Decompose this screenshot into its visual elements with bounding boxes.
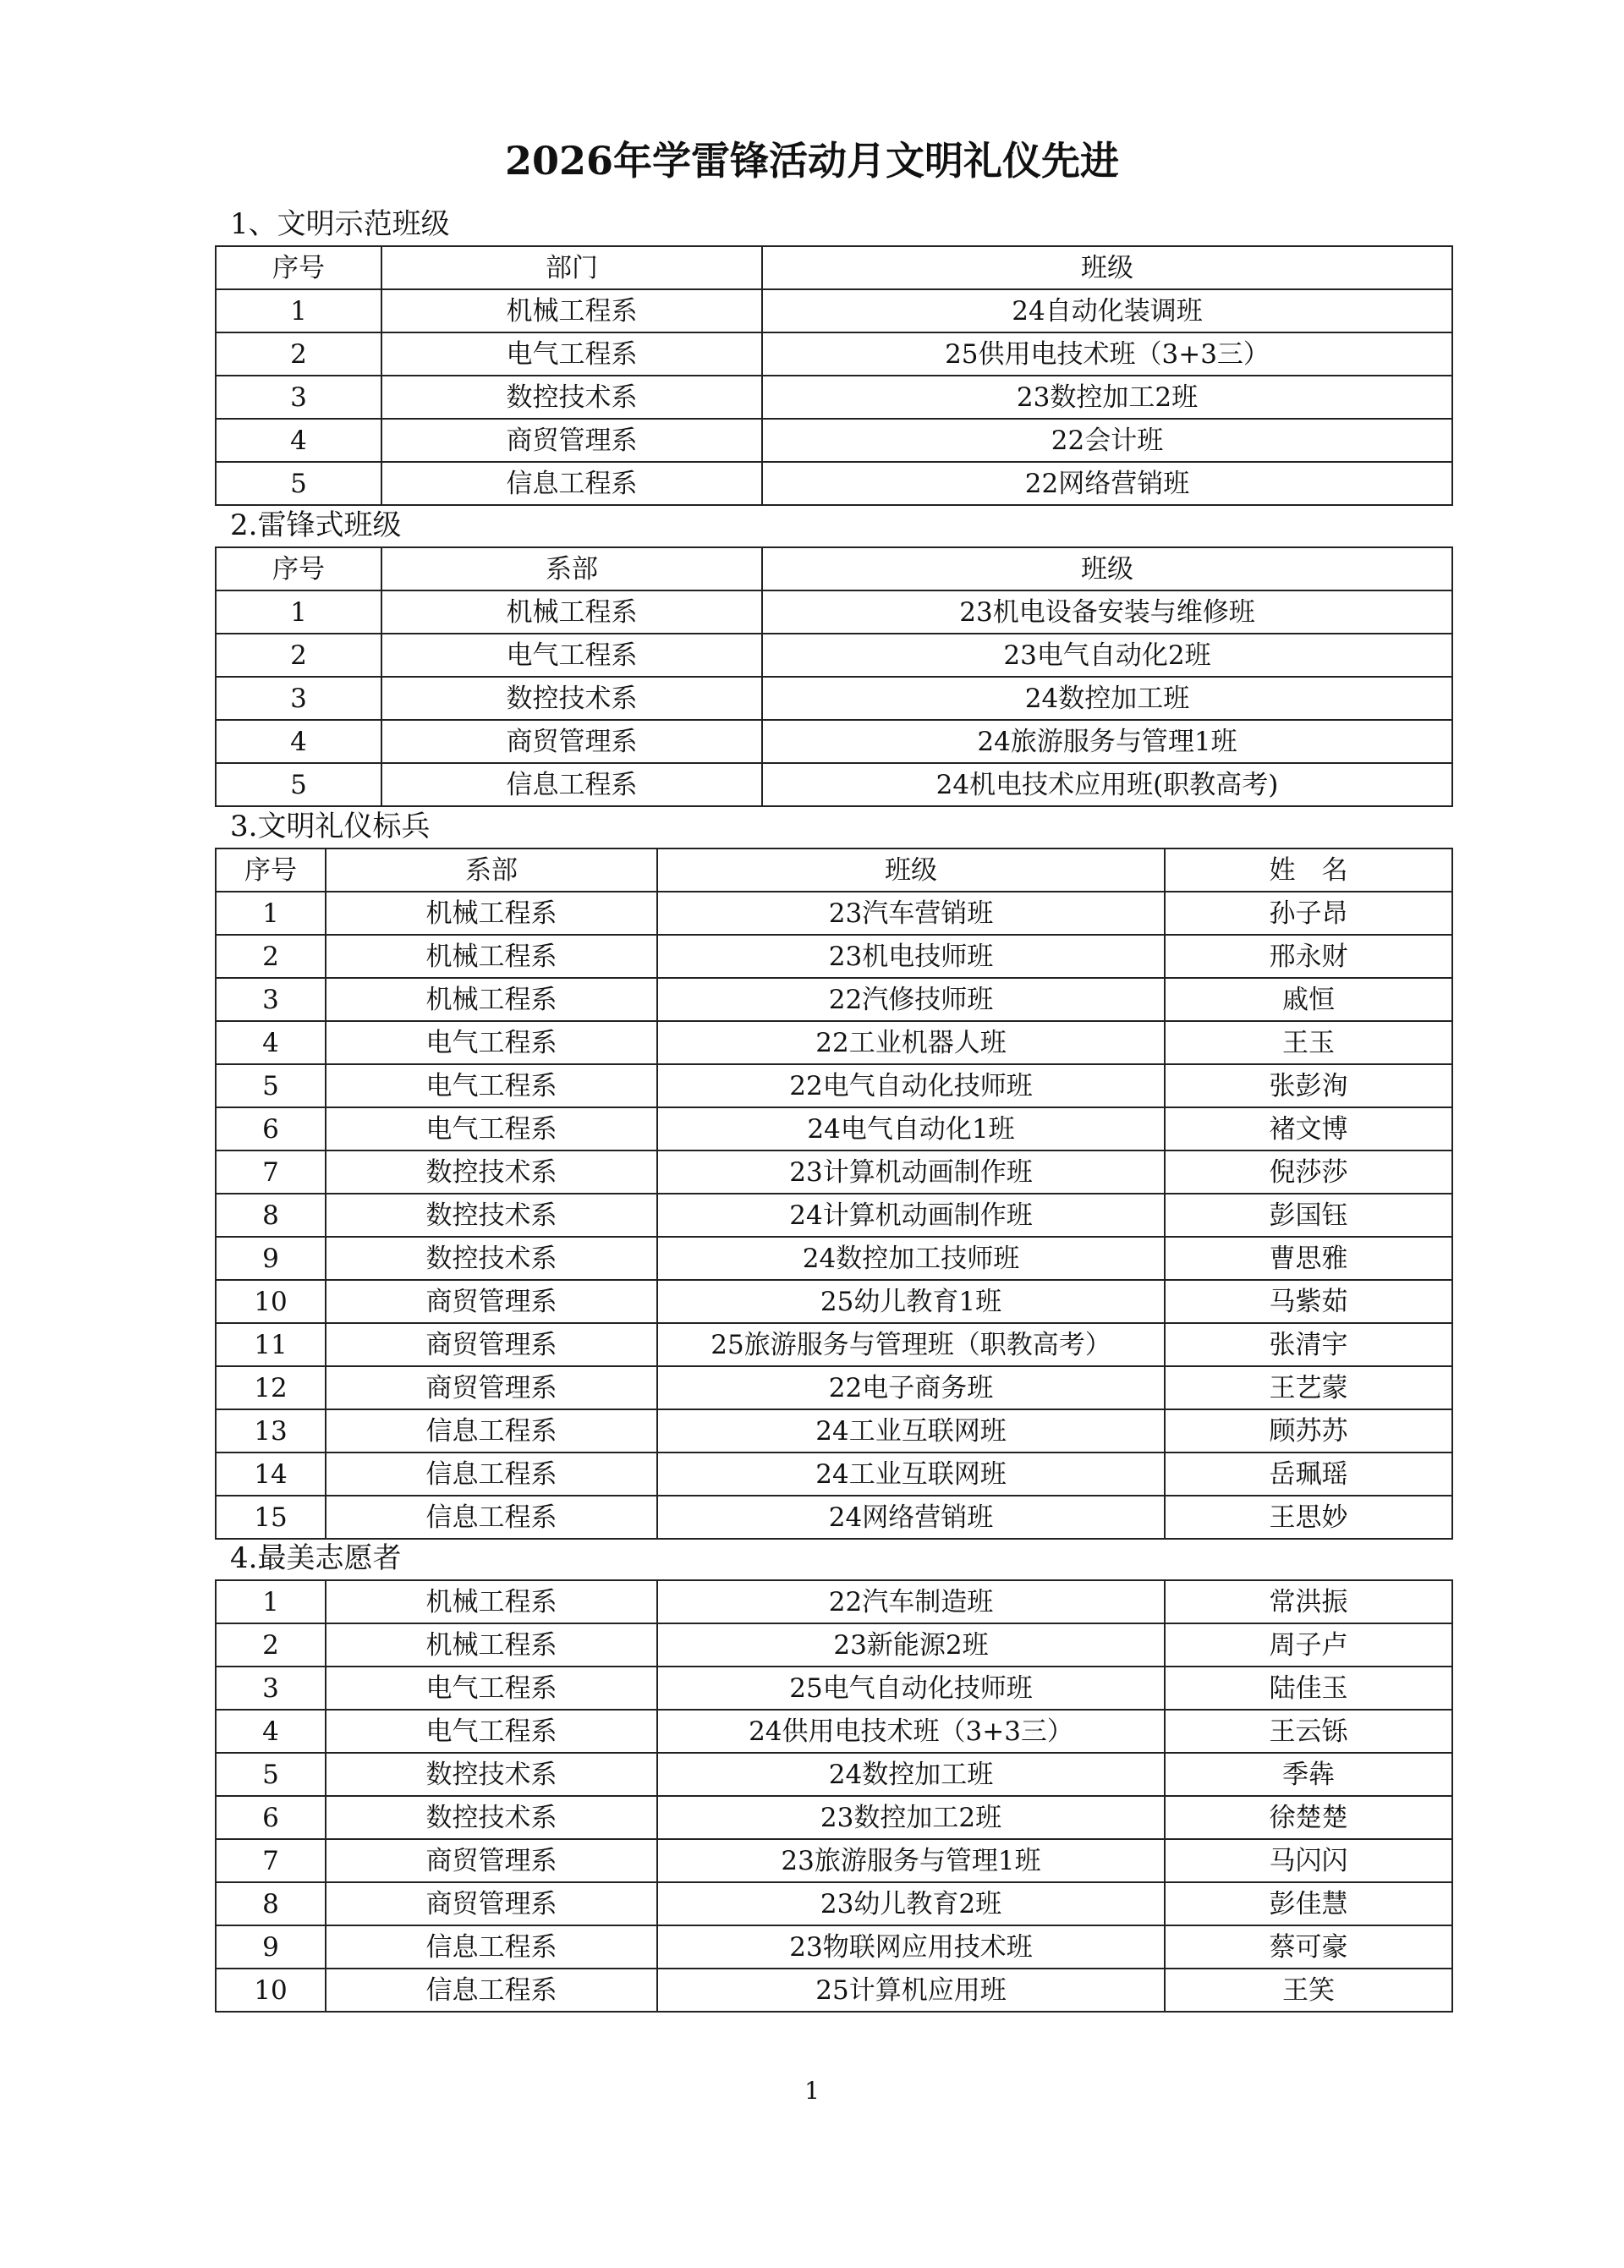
- table-row: [216, 1366, 1452, 1409]
- name-cell: 陆佳玉: [1165, 1667, 1452, 1710]
- column-header: 序号: [216, 848, 326, 892]
- class-cell: 23汽车营销班: [657, 892, 1165, 935]
- department-cell: 机械工程系: [381, 289, 762, 332]
- column-header: 系部: [326, 848, 657, 892]
- name-cell: 王笑: [1165, 1969, 1452, 2012]
- name-cell: 孙子昂: [1165, 892, 1452, 935]
- class-cell: 24机电技术应用班(职教高考): [762, 763, 1452, 806]
- row-number: 4: [216, 720, 381, 763]
- row-number: 8: [216, 1882, 326, 1925]
- table-row: [216, 1796, 1452, 1839]
- table-row: [216, 677, 1452, 720]
- row-number: 2: [216, 332, 381, 376]
- table-row: [216, 1280, 1452, 1323]
- department-cell: 商贸管理系: [381, 720, 762, 763]
- class-cell: 24工业互联网班: [657, 1453, 1165, 1496]
- table-row: [216, 419, 1452, 462]
- table-row: [216, 720, 1452, 763]
- row-number: 10: [216, 1969, 326, 2012]
- department-cell: 数控技术系: [381, 376, 762, 419]
- table-header-row: [216, 547, 1452, 590]
- name-cell: 徐楚楚: [1165, 1796, 1452, 1839]
- row-number: 6: [216, 1796, 326, 1839]
- department-cell: 数控技术系: [326, 1753, 657, 1796]
- row-number: 5: [216, 763, 381, 806]
- class-cell: 25供用电技术班（3+3三）: [762, 332, 1452, 376]
- table-row: [216, 634, 1452, 677]
- class-cell: 24供用电技术班（3+3三）: [657, 1710, 1165, 1753]
- class-cell: 24工业互联网班: [657, 1409, 1165, 1453]
- class-cell: 23幼儿教育2班: [657, 1882, 1165, 1925]
- department-cell: 机械工程系: [326, 1623, 657, 1667]
- row-number: 6: [216, 1107, 326, 1150]
- row-number: 3: [216, 376, 381, 419]
- column-header: 姓 名: [1165, 848, 1452, 892]
- class-cell: 22汽车制造班: [657, 1580, 1165, 1623]
- column-header: 班级: [762, 547, 1452, 590]
- department-cell: 商贸管理系: [326, 1323, 657, 1366]
- class-cell: 24计算机动画制作班: [657, 1194, 1165, 1237]
- name-cell: 彭佳慧: [1165, 1882, 1452, 1925]
- name-cell: 马紫茹: [1165, 1280, 1452, 1323]
- class-cell: 22工业机器人班: [657, 1021, 1165, 1064]
- table-row: [216, 1064, 1452, 1107]
- table-row: [216, 763, 1452, 806]
- column-header: 序号: [216, 246, 381, 289]
- column-header: 序号: [216, 547, 381, 590]
- name-cell: 顾苏苏: [1165, 1409, 1452, 1453]
- class-cell: 24网络营销班: [657, 1496, 1165, 1539]
- department-cell: 信息工程系: [326, 1925, 657, 1969]
- table-row: [216, 1710, 1452, 1753]
- table-row: [216, 1580, 1452, 1623]
- row-number: 4: [216, 1710, 326, 1753]
- section-heading-model-classes: 1、文明示范班级: [230, 207, 450, 241]
- class-cell: 22会计班: [762, 419, 1452, 462]
- department-cell: 商贸管理系: [381, 419, 762, 462]
- etiquette-models-table: [215, 848, 1453, 1540]
- name-cell: 褚文博: [1165, 1107, 1452, 1150]
- department-cell: 机械工程系: [326, 1580, 657, 1623]
- row-number: 2: [216, 935, 326, 978]
- name-cell: 周子卢: [1165, 1623, 1452, 1667]
- row-number: 13: [216, 1409, 326, 1453]
- table-header-row: [216, 246, 1452, 289]
- row-number: 5: [216, 462, 381, 505]
- department-cell: 机械工程系: [326, 978, 657, 1021]
- row-number: 5: [216, 1753, 326, 1796]
- name-cell: 王思妙: [1165, 1496, 1452, 1539]
- table-row: [216, 1623, 1452, 1667]
- table-row: [216, 1107, 1452, 1150]
- row-number: 9: [216, 1237, 326, 1280]
- name-cell: 邢永财: [1165, 935, 1452, 978]
- department-cell: 机械工程系: [326, 935, 657, 978]
- table-header-row: [216, 848, 1452, 892]
- department-cell: 电气工程系: [326, 1021, 657, 1064]
- section-heading-lei-feng-classes: 2.雷锋式班级: [230, 508, 402, 542]
- volunteers-table: [215, 1579, 1453, 2013]
- department-cell: 数控技术系: [381, 677, 762, 720]
- table-row: [216, 1409, 1452, 1453]
- section-heading-etiquette-models: 3.文明礼仪标兵: [230, 810, 431, 843]
- name-cell: 彭国钰: [1165, 1194, 1452, 1237]
- table-row: [216, 1194, 1452, 1237]
- row-number: 12: [216, 1366, 326, 1409]
- name-cell: 倪莎莎: [1165, 1150, 1452, 1194]
- department-cell: 电气工程系: [326, 1064, 657, 1107]
- class-cell: 24数控加工班: [657, 1753, 1165, 1796]
- row-number: 4: [216, 419, 381, 462]
- table-row: [216, 332, 1452, 376]
- class-cell: 25计算机应用班: [657, 1969, 1165, 2012]
- class-cell: 23物联网应用技术班: [657, 1925, 1165, 1969]
- column-header: 班级: [762, 246, 1452, 289]
- row-number: 1: [216, 590, 381, 634]
- department-cell: 机械工程系: [381, 590, 762, 634]
- model-classes-table: [215, 245, 1453, 506]
- class-cell: 23机电设备安装与维修班: [762, 590, 1452, 634]
- name-cell: 常洪振: [1165, 1580, 1452, 1623]
- table-row: [216, 1021, 1452, 1064]
- name-cell: 张清宇: [1165, 1323, 1452, 1366]
- class-cell: 23数控加工2班: [762, 376, 1452, 419]
- class-cell: 24自动化装调班: [762, 289, 1452, 332]
- table-row: [216, 1882, 1452, 1925]
- class-cell: 22网络营销班: [762, 462, 1452, 505]
- name-cell: 王艺蒙: [1165, 1366, 1452, 1409]
- row-number: 8: [216, 1194, 326, 1237]
- table-row: [216, 1496, 1452, 1539]
- table-row: [216, 1925, 1452, 1969]
- class-cell: 24数控加工班: [762, 677, 1452, 720]
- department-cell: 电气工程系: [381, 634, 762, 677]
- class-cell: 24数控加工技师班: [657, 1237, 1165, 1280]
- name-cell: 王玉: [1165, 1021, 1452, 1064]
- row-number: 9: [216, 1925, 326, 1969]
- row-number: 2: [216, 634, 381, 677]
- class-cell: 25幼儿教育1班: [657, 1280, 1165, 1323]
- column-header: 部门: [381, 246, 762, 289]
- class-cell: 24电气自动化1班: [657, 1107, 1165, 1150]
- name-cell: 季犇: [1165, 1753, 1452, 1796]
- table-row: [216, 590, 1452, 634]
- row-number: 5: [216, 1064, 326, 1107]
- row-number: 15: [216, 1496, 326, 1539]
- table-row: [216, 376, 1452, 419]
- class-cell: 23机电技师班: [657, 935, 1165, 978]
- name-cell: 戚恒: [1165, 978, 1452, 1021]
- name-cell: 马闪闪: [1165, 1839, 1452, 1882]
- row-number: 3: [216, 677, 381, 720]
- department-cell: 信息工程系: [326, 1969, 657, 2012]
- row-number: 1: [216, 892, 326, 935]
- table-row: [216, 1839, 1452, 1882]
- department-cell: 数控技术系: [326, 1237, 657, 1280]
- table-row: [216, 978, 1452, 1021]
- table-row: [216, 1453, 1452, 1496]
- table-row: [216, 1323, 1452, 1366]
- class-cell: 23旅游服务与管理1班: [657, 1839, 1165, 1882]
- class-cell: 23新能源2班: [657, 1623, 1165, 1667]
- lei-feng-classes-table: [215, 546, 1453, 807]
- class-cell: 23数控加工2班: [657, 1796, 1165, 1839]
- department-cell: 信息工程系: [326, 1409, 657, 1453]
- column-header: 系部: [381, 547, 762, 590]
- name-cell: 蔡可豪: [1165, 1925, 1452, 1969]
- row-number: 7: [216, 1150, 326, 1194]
- department-cell: 信息工程系: [381, 462, 762, 505]
- table-row: [216, 892, 1452, 935]
- table-row: [216, 289, 1452, 332]
- table-row: [216, 1150, 1452, 1194]
- department-cell: 电气工程系: [326, 1710, 657, 1753]
- name-cell: 张彭洵: [1165, 1064, 1452, 1107]
- table-row: [216, 462, 1452, 505]
- department-cell: 机械工程系: [326, 892, 657, 935]
- name-cell: 王云铄: [1165, 1710, 1452, 1753]
- row-number: 3: [216, 978, 326, 1021]
- table-row: [216, 935, 1452, 978]
- class-cell: 24旅游服务与管理1班: [762, 720, 1452, 763]
- department-cell: 商贸管理系: [326, 1366, 657, 1409]
- row-number: 10: [216, 1280, 326, 1323]
- name-cell: 曹思雅: [1165, 1237, 1452, 1280]
- table-row: [216, 1969, 1452, 2012]
- class-cell: 22电子商务班: [657, 1366, 1165, 1409]
- section-heading-volunteers: 4.最美志愿者: [230, 1541, 402, 1575]
- class-cell: 23计算机动画制作班: [657, 1150, 1165, 1194]
- department-cell: 数控技术系: [326, 1194, 657, 1237]
- class-cell: 22汽修技师班: [657, 978, 1165, 1021]
- row-number: 2: [216, 1623, 326, 1667]
- column-header: 班级: [657, 848, 1165, 892]
- department-cell: 电气工程系: [326, 1667, 657, 1710]
- row-number: 1: [216, 289, 381, 332]
- row-number: 1: [216, 1580, 326, 1623]
- row-number: 3: [216, 1667, 326, 1710]
- class-cell: 23电气自动化2班: [762, 634, 1452, 677]
- class-cell: 25旅游服务与管理班（职教高考）: [657, 1323, 1165, 1366]
- department-cell: 商贸管理系: [326, 1280, 657, 1323]
- row-number: 4: [216, 1021, 326, 1064]
- department-cell: 电气工程系: [381, 332, 762, 376]
- class-cell: 22电气自动化技师班: [657, 1064, 1165, 1107]
- department-cell: 数控技术系: [326, 1150, 657, 1194]
- table-row: [216, 1667, 1452, 1710]
- table-row: [216, 1753, 1452, 1796]
- department-cell: 信息工程系: [326, 1453, 657, 1496]
- name-cell: 岳珮瑶: [1165, 1453, 1452, 1496]
- page-title: 2026年学雷锋活动月文明礼仪先进: [504, 138, 1120, 184]
- row-number: 7: [216, 1839, 326, 1882]
- class-cell: 25电气自动化技师班: [657, 1667, 1165, 1710]
- page-number: 1: [804, 2077, 820, 2105]
- department-cell: 商贸管理系: [326, 1839, 657, 1882]
- table-row: [216, 1237, 1452, 1280]
- department-cell: 信息工程系: [381, 763, 762, 806]
- department-cell: 信息工程系: [326, 1496, 657, 1539]
- department-cell: 商贸管理系: [326, 1882, 657, 1925]
- row-number: 11: [216, 1323, 326, 1366]
- department-cell: 数控技术系: [326, 1796, 657, 1839]
- department-cell: 电气工程系: [326, 1107, 657, 1150]
- row-number: 14: [216, 1453, 326, 1496]
